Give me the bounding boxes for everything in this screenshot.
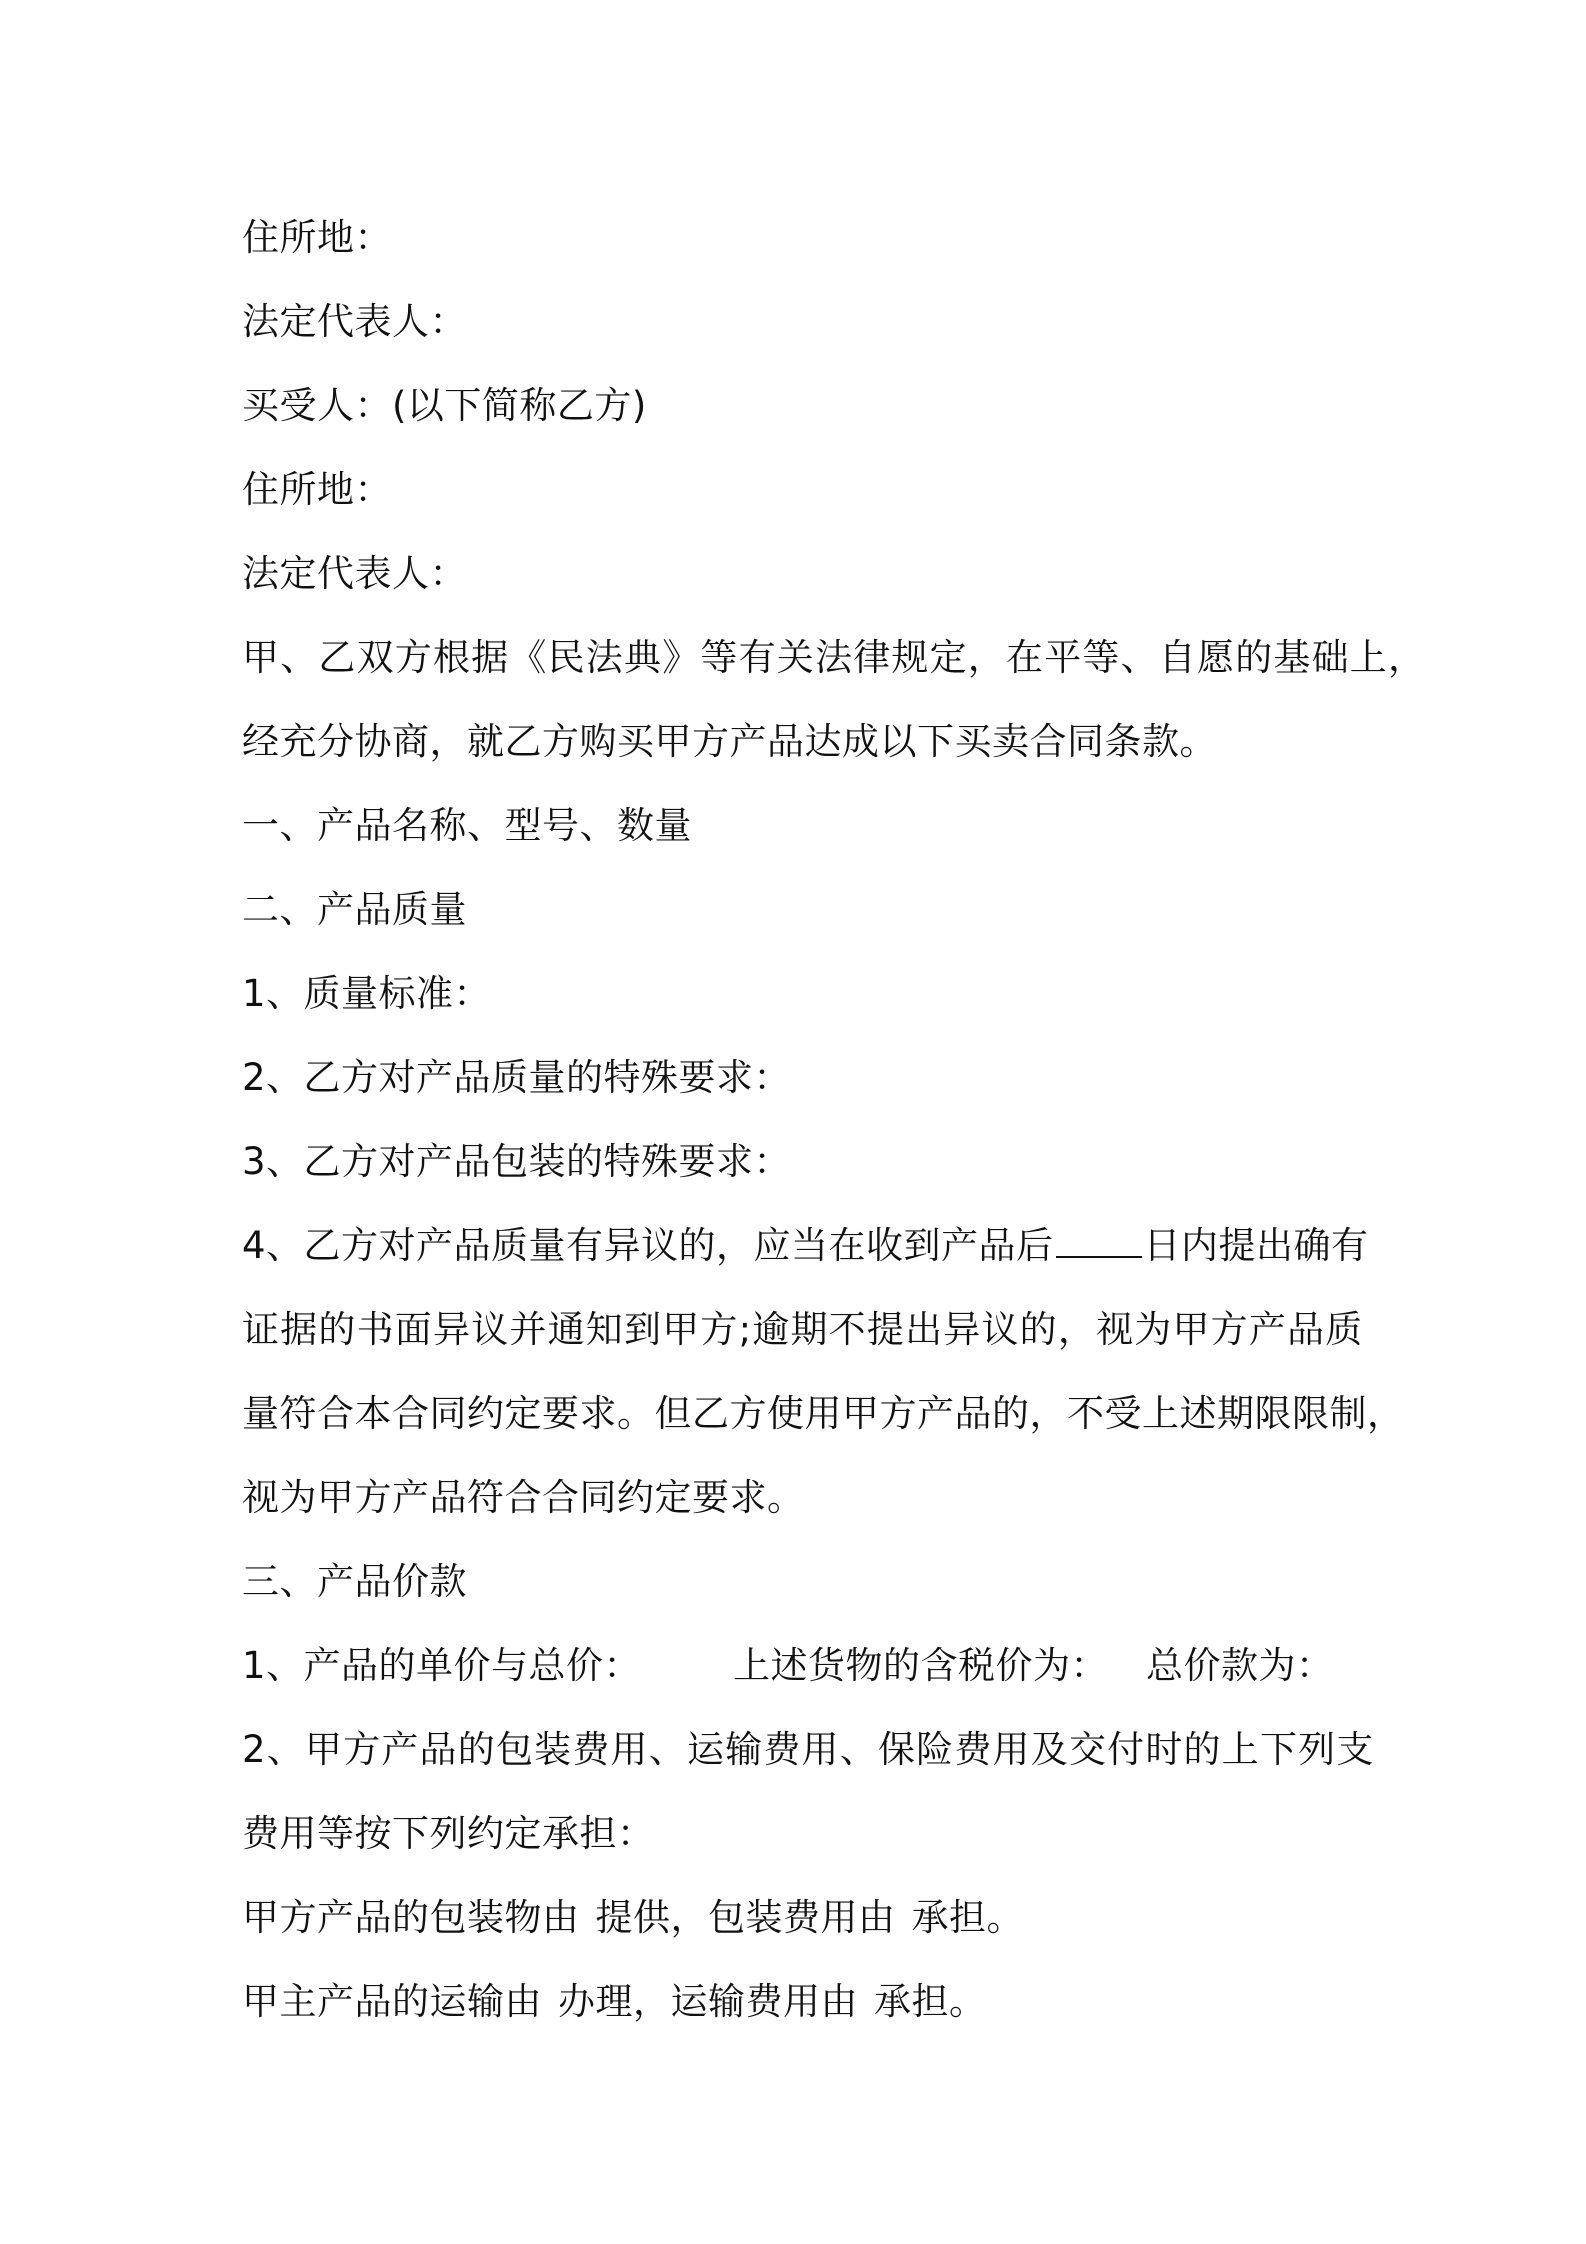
section-3-heading: 三、产品价款 bbox=[242, 1560, 467, 1603]
preamble-line-1: 甲、乙双方根据《民法典》等有关法律规定，在平等、自愿的基础上， bbox=[242, 636, 1427, 679]
contract-page bbox=[242, 196, 1427, 2044]
transport-text-c: 承担。 bbox=[874, 1980, 987, 2023]
buyer-label: 买受人：(以下简称乙方) bbox=[242, 384, 647, 427]
clause-3-2-line-2: 费用等按下列约定承担： bbox=[242, 1812, 655, 1855]
section-2-heading: 二、产品质量 bbox=[242, 888, 467, 931]
buyer-address-label: 住所地： bbox=[242, 468, 392, 511]
preamble-line-2: 经充分协商，就乙方购买甲方产品达成以下买卖合同条款。 bbox=[242, 720, 1217, 763]
clause-2-4-line-1 bbox=[242, 1204, 1369, 1288]
days-blank bbox=[1056, 1228, 1142, 1258]
seller-address-label: 住所地： bbox=[242, 216, 392, 259]
clause-2-4-line-4: 视为甲方产品符合合同约定要求。 bbox=[242, 1476, 805, 1519]
clause-2-4-text-a: 4、乙方对产品质量有异议的，应当在收到产品后 bbox=[242, 1224, 1054, 1267]
transport-text-b: 办理，运输费用由 bbox=[558, 1980, 858, 2023]
packaging-text-b: 提供，包装费用由 bbox=[595, 1896, 896, 1939]
clause-2-3: 3、乙方对产品包装的特殊要求： bbox=[242, 1140, 792, 1183]
transport-text-a: 甲主产品的运输由 bbox=[242, 1980, 542, 2023]
unit-total-price-label: 1、产品的单价与总价： bbox=[242, 1644, 642, 1687]
clause-2-4-text-b: 日内提出确有 bbox=[1143, 1224, 1369, 1267]
clause-3-2-line-1: 2、甲方产品的包装费用、运输费用、保险费用及交付时的上下列支 bbox=[242, 1728, 1375, 1771]
packaging-text-a: 甲方产品的包装物由 bbox=[242, 1896, 580, 1939]
transport-clause bbox=[242, 1960, 1362, 2044]
clause-2-2: 2、乙方对产品质量的特殊要求： bbox=[242, 1056, 792, 1099]
tax-inclusive-price-label: 上述货物的含税价为： bbox=[733, 1644, 1109, 1687]
packaging-clause bbox=[242, 1876, 1362, 1960]
clause-2-4-line-2: 证据的书面异议并通知到甲方;逾期不提出异议的，视为甲方产品质 bbox=[242, 1308, 1364, 1351]
packaging-text-c: 承担。 bbox=[911, 1896, 1024, 1939]
buyer-legal-rep-label: 法定代表人： bbox=[242, 552, 467, 595]
seller-legal-rep-label: 法定代表人： bbox=[242, 300, 467, 343]
clause-3-1 bbox=[242, 1624, 1362, 1708]
clause-2-4-line-3: 量符合本合同约定要求。但乙方使用甲方产品的，不受上述期限限制， bbox=[242, 1392, 1405, 1435]
total-price-label: 总价款为： bbox=[1146, 1644, 1334, 1687]
section-1-heading: 一、产品名称、型号、数量 bbox=[242, 804, 692, 847]
clause-2-1: 1、质量标准： bbox=[242, 972, 492, 1015]
